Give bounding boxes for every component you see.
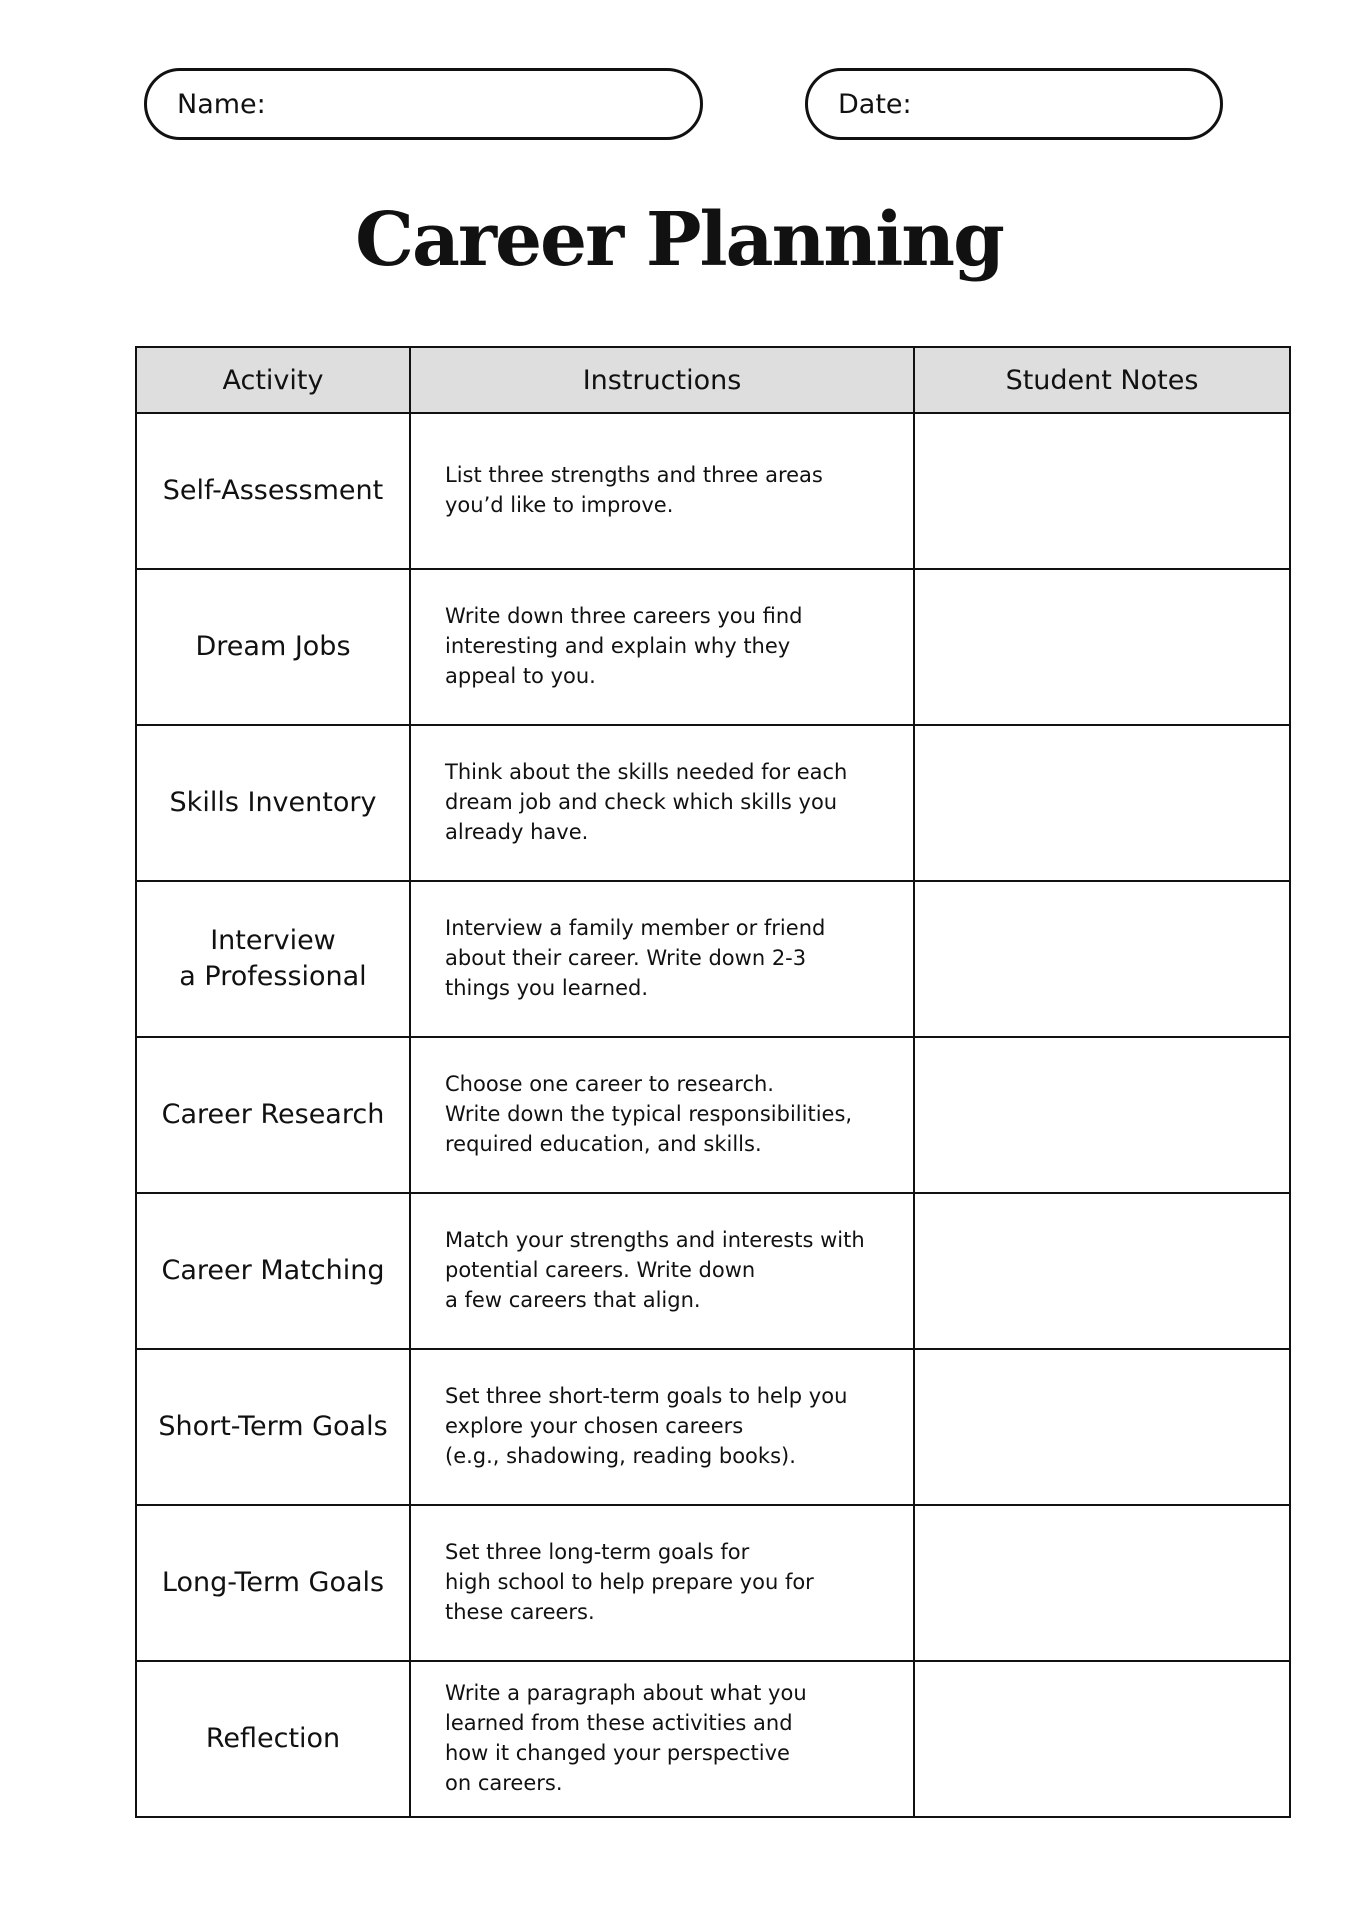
name-field[interactable] [144, 68, 703, 140]
table-row [136, 881, 1290, 1037]
activity-cell: Dream Jobs [136, 569, 410, 725]
table-row [136, 569, 1290, 725]
student-notes-cell[interactable] [914, 1505, 1290, 1661]
table-row [136, 1193, 1290, 1349]
activity-cell: Reflection [136, 1661, 410, 1817]
career-planning-table [135, 346, 1291, 1818]
date-label: Date: [838, 88, 912, 120]
instructions-cell: Think about the skills needed for each dream job and check which skills you already have. [410, 725, 914, 881]
student-notes-cell[interactable] [914, 1193, 1290, 1349]
student-notes-cell[interactable] [914, 413, 1290, 569]
student-notes-cell[interactable] [914, 569, 1290, 725]
activity-cell: Self-Assessment [136, 413, 410, 569]
instructions-cell: Choose one career to research. Write down the typical responsibilities, required education, and skills. [410, 1037, 914, 1193]
instructions-cell: Set three long-term goals for high school to help prepare you for these careers. [410, 1505, 914, 1661]
activity-cell: Interview a Professional [136, 881, 410, 1037]
student-notes-cell[interactable] [914, 725, 1290, 881]
instructions-cell: Interview a family member or friend about their career. Write down 2-3 things you learned. [410, 881, 914, 1037]
instructions-cell: List three strengths and three areas you’d like to improve. [410, 413, 914, 569]
table-row [136, 1661, 1290, 1817]
table-row [136, 1037, 1290, 1193]
instructions-cell: Set three short-term goals to help you explore your chosen careers (e.g., shadowing, reading books). [410, 1349, 914, 1505]
student-notes-cell[interactable] [914, 881, 1290, 1037]
activity-cell: Long-Term Goals [136, 1505, 410, 1661]
page-title: Career Planning [355, 197, 1003, 283]
column-header-activity: Activity [136, 347, 410, 413]
table-row [136, 413, 1290, 569]
student-notes-cell[interactable] [914, 1661, 1290, 1817]
instructions-cell: Write a paragraph about what you learned from these activities and how it changed your perspective on careers. [410, 1661, 914, 1817]
table-header-row [136, 347, 1290, 413]
student-notes-cell[interactable] [914, 1037, 1290, 1193]
column-header-instructions: Instructions [410, 347, 914, 413]
table-row [136, 725, 1290, 881]
activity-cell: Career Research [136, 1037, 410, 1193]
activity-cell: Career Matching [136, 1193, 410, 1349]
instructions-cell: Match your strengths and interests with potential careers. Write down a few careers that align. [410, 1193, 914, 1349]
student-notes-cell[interactable] [914, 1349, 1290, 1505]
date-field[interactable] [805, 68, 1223, 140]
table-row [136, 1505, 1290, 1661]
column-header-student-notes: Student Notes [914, 347, 1290, 413]
instructions-cell: Write down three careers you find interesting and explain why they appeal to you. [410, 569, 914, 725]
table-row [136, 1349, 1290, 1505]
name-label: Name: [177, 88, 266, 120]
activity-cell: Skills Inventory [136, 725, 410, 881]
activity-cell: Short-Term Goals [136, 1349, 410, 1505]
